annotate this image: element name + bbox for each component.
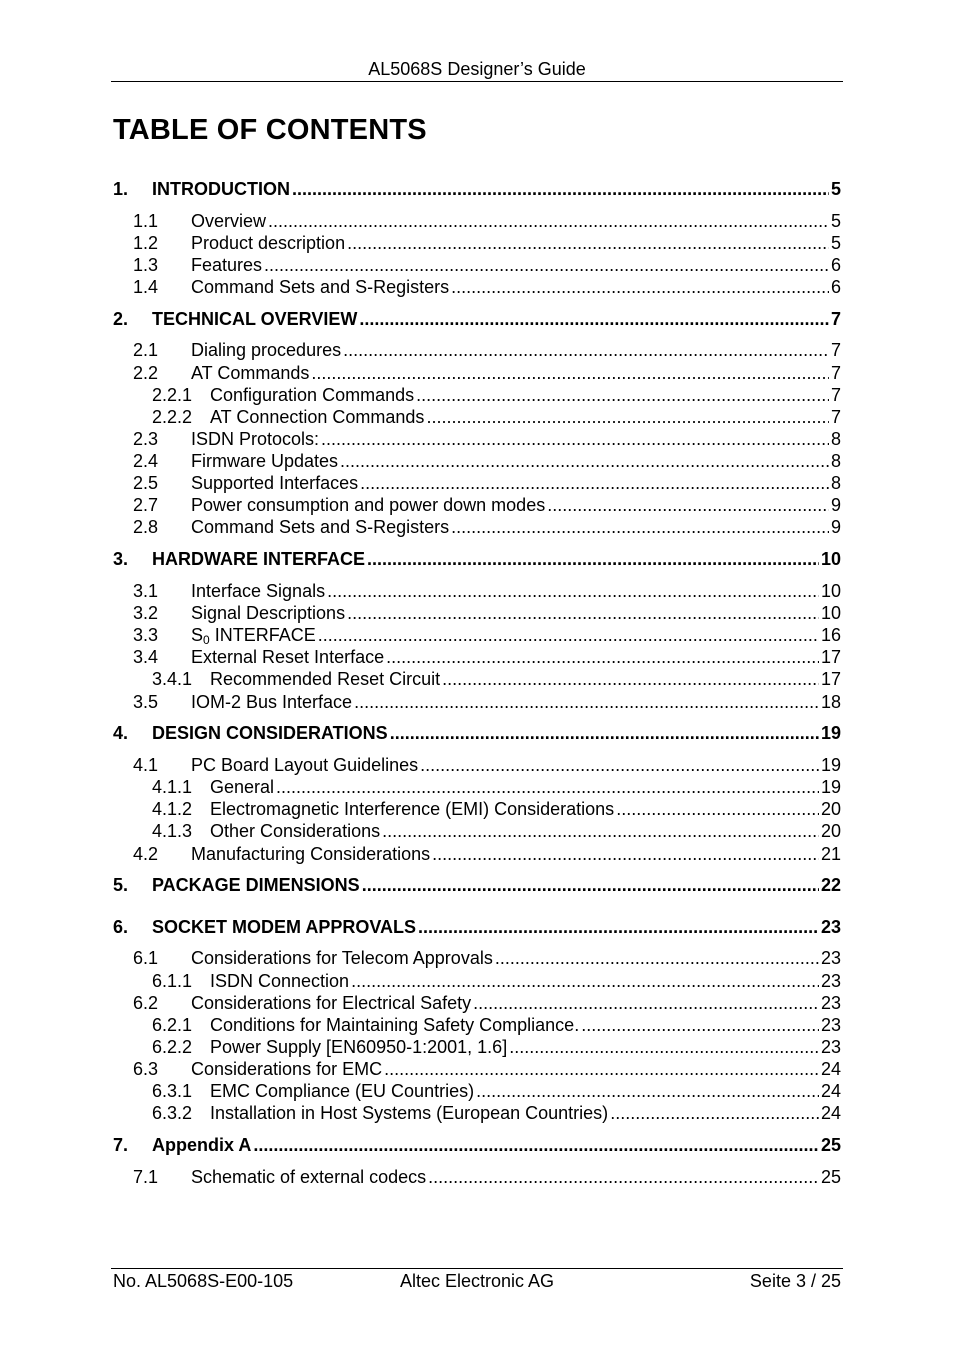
toc-entry-page-number: 19 bbox=[820, 777, 841, 797]
toc-entry-title: Electromagnetic Interference (EMI) Considerations bbox=[210, 799, 615, 819]
dot-leader bbox=[610, 1102, 819, 1124]
toc-entry[interactable] bbox=[113, 339, 841, 361]
dot-leader bbox=[340, 450, 829, 472]
toc-entry-title: HARDWARE INTERFACE bbox=[152, 549, 366, 569]
toc-entry-number: 3.4 bbox=[133, 647, 159, 667]
footer-page-number: Seite 3 / 25 bbox=[749, 1271, 841, 1291]
toc-entry-number: 1.1 bbox=[133, 211, 159, 231]
toc-entry-page-number: 9 bbox=[830, 495, 841, 515]
toc-entry-page-number: 5 bbox=[830, 179, 841, 199]
toc-entry-number: 4.2 bbox=[133, 844, 159, 864]
toc-entry[interactable] bbox=[113, 874, 841, 896]
toc-entry-title: TECHNICAL OVERVIEW bbox=[152, 309, 358, 329]
dot-leader bbox=[451, 516, 829, 538]
toc-entry-page-number: 5 bbox=[830, 211, 841, 231]
dot-leader bbox=[351, 970, 819, 992]
toc-entry-number: 2.7 bbox=[133, 495, 159, 515]
toc-entry-number: 2.8 bbox=[133, 517, 159, 537]
toc-entry-page-number: 23 bbox=[820, 993, 841, 1013]
toc-entry-number: 6.2 bbox=[133, 993, 159, 1013]
toc-entry[interactable] bbox=[113, 548, 841, 570]
toc-entry-number: 1. bbox=[113, 179, 129, 199]
toc-entry-title: Product description bbox=[191, 233, 346, 253]
toc-entry-title: IOM-2 Bus Interface bbox=[191, 692, 353, 712]
toc-entry[interactable] bbox=[113, 947, 841, 969]
toc-entry[interactable] bbox=[113, 450, 841, 472]
toc-entry-title: Manufacturing Considerations bbox=[191, 844, 431, 864]
toc-entry-page-number: 20 bbox=[820, 821, 841, 841]
toc-entry[interactable] bbox=[113, 384, 841, 406]
toc-entry-page-number: 21 bbox=[820, 844, 841, 864]
toc-entry[interactable] bbox=[113, 472, 841, 494]
toc-entry-number: 2.5 bbox=[133, 473, 159, 493]
page-title: TABLE OF CONTENTS bbox=[113, 114, 427, 146]
dot-leader bbox=[416, 384, 829, 406]
toc-entry-number: 5. bbox=[113, 875, 129, 895]
toc-entry-title: Recommended Reset Circuit bbox=[210, 669, 441, 689]
toc-entry-page-number: 23 bbox=[820, 948, 841, 968]
toc-entry-title: General bbox=[210, 777, 275, 797]
dot-leader bbox=[311, 362, 829, 384]
toc-entry-page-number: 7 bbox=[830, 385, 841, 405]
toc-entry-number: 2. bbox=[113, 309, 129, 329]
toc-entry[interactable] bbox=[113, 646, 841, 668]
toc-entry-number: 2.4 bbox=[133, 451, 159, 471]
toc-entry-page-number: 25 bbox=[820, 1135, 841, 1155]
toc-entry[interactable] bbox=[113, 691, 841, 713]
toc-entry-number: 2.2.2 bbox=[152, 407, 193, 427]
toc-entry-title: Considerations for Electrical Safety bbox=[191, 993, 472, 1013]
toc-entry[interactable] bbox=[113, 843, 841, 865]
dot-leader bbox=[442, 668, 819, 690]
toc-entry[interactable] bbox=[113, 1058, 841, 1080]
toc-entry[interactable] bbox=[113, 210, 841, 232]
toc-entry[interactable] bbox=[113, 916, 841, 938]
toc-entry-title: Signal Descriptions bbox=[191, 603, 346, 623]
toc-entry[interactable] bbox=[113, 754, 841, 776]
dot-leader bbox=[362, 874, 819, 896]
toc-entry-number: 6.3 bbox=[133, 1059, 159, 1079]
dot-leader bbox=[292, 178, 829, 200]
toc-entry-page-number: 23 bbox=[820, 1037, 841, 1057]
toc-entry-title: AT Commands bbox=[191, 363, 310, 383]
toc-entry-number: 3.5 bbox=[133, 692, 159, 712]
toc-entry-page-number: 7 bbox=[830, 407, 841, 427]
dot-leader bbox=[276, 776, 819, 798]
toc-entry[interactable] bbox=[113, 232, 841, 254]
toc-entry-page-number: 7 bbox=[830, 309, 841, 329]
dot-leader bbox=[327, 580, 819, 602]
toc-entry-page-number: 17 bbox=[820, 669, 841, 689]
toc-entry[interactable] bbox=[113, 1134, 841, 1156]
dot-leader bbox=[509, 1036, 819, 1058]
dot-leader bbox=[476, 1080, 819, 1102]
dot-leader bbox=[418, 916, 819, 938]
dot-leader bbox=[390, 722, 819, 744]
dot-leader bbox=[547, 494, 829, 516]
footer-doc-number: No. AL5068S-E00-105 bbox=[113, 1271, 294, 1291]
toc-entry-number: 2.2.1 bbox=[152, 385, 193, 405]
toc-entry-title: ISDN Connection bbox=[210, 971, 350, 991]
toc-entry-page-number: 7 bbox=[830, 340, 841, 360]
toc-entry-page-number: 18 bbox=[820, 692, 841, 712]
toc-entry-title: ISDN Protocols: bbox=[191, 429, 320, 449]
dot-leader bbox=[581, 1014, 819, 1036]
toc-entry-title: Features bbox=[191, 255, 263, 275]
toc-entry-title: Appendix A bbox=[152, 1135, 252, 1155]
dot-leader bbox=[347, 602, 819, 624]
dot-leader bbox=[354, 691, 819, 713]
toc-entry[interactable] bbox=[113, 776, 841, 798]
toc-entry-number: 6.1.1 bbox=[152, 971, 193, 991]
toc-entry-number: 1.4 bbox=[133, 277, 159, 297]
toc-entry-number: 2.3 bbox=[133, 429, 159, 449]
toc-entry-title: Configuration Commands bbox=[210, 385, 415, 405]
toc-entry-number: 7. bbox=[113, 1135, 129, 1155]
dot-leader bbox=[473, 992, 819, 1014]
toc-entry-title: Interface Signals bbox=[191, 581, 326, 601]
toc-entry-title: INTRODUCTION bbox=[152, 179, 290, 199]
dot-leader bbox=[359, 308, 829, 330]
toc-entry-page-number: 9 bbox=[830, 517, 841, 537]
toc-entry[interactable] bbox=[113, 992, 841, 1014]
toc-entry-page-number: 23 bbox=[820, 917, 841, 937]
toc-entry-page-number: 6 bbox=[830, 277, 841, 297]
toc-entry-number: 3.3 bbox=[133, 625, 159, 645]
toc-entry-title: Conditions for Maintaining Safety Compliance. bbox=[210, 1015, 580, 1035]
toc-entry-number: 3.2 bbox=[133, 603, 159, 623]
dot-leader bbox=[432, 843, 819, 865]
toc-entry-title: Overview bbox=[191, 211, 267, 231]
toc-entry[interactable] bbox=[113, 178, 841, 200]
toc-entry-title-part: S bbox=[191, 625, 204, 645]
dot-leader bbox=[253, 1134, 819, 1156]
toc-entry-page-number: 17 bbox=[820, 647, 841, 667]
toc-entry-page-number: 19 bbox=[820, 755, 841, 775]
toc-entry-page-number: 23 bbox=[820, 1015, 841, 1035]
toc-entry-page-number: 8 bbox=[830, 429, 841, 449]
dot-leader bbox=[318, 624, 819, 646]
toc-entry[interactable] bbox=[113, 820, 841, 842]
toc-entry-number: 4.1.1 bbox=[152, 777, 193, 797]
toc-entry-subscript: 0 bbox=[203, 633, 210, 647]
dot-leader bbox=[268, 210, 829, 232]
dot-leader bbox=[451, 276, 829, 298]
toc-entry[interactable] bbox=[113, 276, 841, 298]
toc-entry-number: 1.3 bbox=[133, 255, 159, 275]
toc-entry[interactable] bbox=[113, 406, 841, 428]
toc-entry-number: 4.1.3 bbox=[152, 821, 193, 841]
toc-entry-page-number: 7 bbox=[830, 363, 841, 383]
toc-entry-title: External Reset Interface bbox=[191, 647, 385, 667]
toc-entry[interactable] bbox=[113, 1166, 841, 1188]
footer-company: Altec Electronic AG bbox=[399, 1271, 555, 1291]
dot-leader bbox=[616, 798, 819, 820]
dot-leader bbox=[347, 232, 829, 254]
dot-leader bbox=[495, 947, 819, 969]
toc-entry[interactable] bbox=[113, 1014, 841, 1036]
dot-leader bbox=[386, 646, 819, 668]
toc-entry-title: EMC Compliance (EU Countries) bbox=[210, 1081, 475, 1101]
toc-entry-title bbox=[191, 624, 316, 646]
toc-entry-title: Command Sets and S-Registers bbox=[191, 277, 450, 297]
dot-leader bbox=[384, 1058, 819, 1080]
toc-entry[interactable] bbox=[113, 722, 841, 744]
toc-entry-number: 2.1 bbox=[133, 340, 159, 360]
toc-entry[interactable] bbox=[113, 668, 841, 690]
header-rule bbox=[111, 81, 843, 82]
toc-entry-page-number: 8 bbox=[830, 451, 841, 471]
toc-entry[interactable] bbox=[113, 798, 841, 820]
toc-entry-page-number: 24 bbox=[820, 1081, 841, 1101]
dot-leader bbox=[321, 428, 829, 450]
toc-entry-number: 3. bbox=[113, 549, 129, 569]
toc-entry-number: 3.1 bbox=[133, 581, 159, 601]
toc-entry[interactable] bbox=[113, 970, 841, 992]
toc-entry-page-number: 22 bbox=[820, 875, 841, 895]
toc-entry-number: 6.1 bbox=[133, 948, 159, 968]
dot-leader bbox=[420, 754, 819, 776]
toc-entry-page-number: 23 bbox=[820, 971, 841, 991]
toc-entry-page-number: 24 bbox=[820, 1059, 841, 1079]
toc-entry-title: Power Supply [EN60950-1:2001, 1.6] bbox=[210, 1037, 508, 1057]
toc-entry-title: Firmware Updates bbox=[191, 451, 339, 471]
toc-entry[interactable] bbox=[113, 428, 841, 450]
toc-entry-title: Supported Interfaces bbox=[191, 473, 359, 493]
footer-rule bbox=[111, 1268, 843, 1269]
toc-entry-page-number: 19 bbox=[820, 723, 841, 743]
toc-entry-title: DESIGN CONSIDERATIONS bbox=[152, 723, 388, 743]
toc-entry-page-number: 6 bbox=[830, 255, 841, 275]
toc-entry-number: 6.2.2 bbox=[152, 1037, 193, 1057]
dot-leader bbox=[343, 339, 829, 361]
toc-entry[interactable] bbox=[113, 1080, 841, 1102]
toc-entry[interactable] bbox=[113, 1036, 841, 1058]
toc-entry-title: Dialing procedures bbox=[191, 340, 342, 360]
toc-entry[interactable] bbox=[113, 254, 841, 276]
dot-leader bbox=[428, 1166, 819, 1188]
toc-entry-page-number: 8 bbox=[830, 473, 841, 493]
toc-entry[interactable] bbox=[113, 624, 841, 646]
dot-leader bbox=[382, 820, 819, 842]
dot-leader bbox=[264, 254, 829, 276]
toc-entry[interactable] bbox=[113, 494, 841, 516]
toc-entry-page-number: 16 bbox=[820, 625, 841, 645]
toc-entry[interactable] bbox=[113, 362, 841, 384]
toc-entry-title: Command Sets and S-Registers bbox=[191, 517, 450, 537]
toc-entry-number: 6.2.1 bbox=[152, 1015, 193, 1035]
toc-entry[interactable] bbox=[113, 580, 841, 602]
toc-entry-number: 4. bbox=[113, 723, 129, 743]
toc-entry-title: Other Considerations bbox=[210, 821, 381, 841]
toc-entry-title: Considerations for EMC bbox=[191, 1059, 383, 1079]
toc-entry-title: SOCKET MODEM APPROVALS bbox=[152, 917, 417, 937]
toc-entry[interactable] bbox=[113, 602, 841, 624]
toc-entry-page-number: 20 bbox=[820, 799, 841, 819]
toc-entry-title: Schematic of external codecs bbox=[191, 1167, 427, 1187]
toc-entry-number: 6.3.1 bbox=[152, 1081, 193, 1101]
dot-leader bbox=[426, 406, 829, 428]
toc-entry-page-number: 5 bbox=[830, 233, 841, 253]
toc-entry[interactable] bbox=[113, 1102, 841, 1124]
toc-entry-title-part: INTERFACE bbox=[209, 625, 316, 645]
toc-entry-number: 7.1 bbox=[133, 1167, 159, 1187]
dot-leader bbox=[367, 548, 819, 570]
dot-leader bbox=[360, 472, 829, 494]
toc-entry-number: 6. bbox=[113, 917, 129, 937]
toc-entry-page-number: 10 bbox=[820, 549, 841, 569]
toc-entry-page-number: 24 bbox=[820, 1103, 841, 1123]
toc-entry-number: 6.3.2 bbox=[152, 1103, 193, 1123]
toc-entry-title: AT Connection Commands bbox=[210, 407, 425, 427]
toc-entry-number: 4.1 bbox=[133, 755, 159, 775]
toc-entry-page-number: 10 bbox=[820, 603, 841, 623]
toc-entry-number: 1.2 bbox=[133, 233, 159, 253]
toc-entry-title: Installation in Host Systems (European Countries) bbox=[210, 1103, 609, 1123]
toc-entry-title: Considerations for Telecom Approvals bbox=[191, 948, 493, 968]
toc-entry-title: Power consumption and power down modes bbox=[191, 495, 546, 515]
toc-entry-number: 4.1.2 bbox=[152, 799, 193, 819]
toc-entry-page-number: 25 bbox=[820, 1167, 841, 1187]
toc-entry-number: 2.2 bbox=[133, 363, 159, 383]
toc-entry-title: PACKAGE DIMENSIONS bbox=[152, 875, 360, 895]
toc-entry-title: PC Board Layout Guidelines bbox=[191, 755, 419, 775]
toc-entry[interactable] bbox=[113, 308, 841, 330]
toc-entry-number: 3.4.1 bbox=[152, 669, 193, 689]
running-header: AL5068S Designer’s Guide bbox=[368, 59, 586, 79]
toc-entry-page-number: 10 bbox=[820, 581, 841, 601]
toc-entry[interactable] bbox=[113, 516, 841, 538]
